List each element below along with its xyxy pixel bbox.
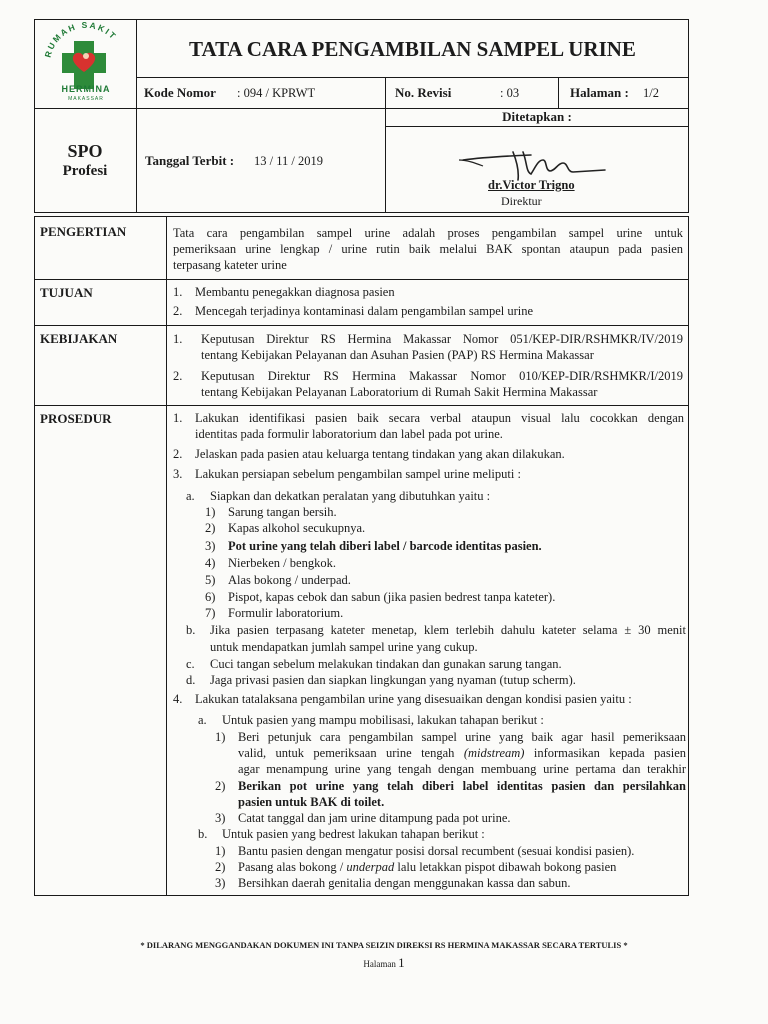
prosedur-step-1-num: 1. xyxy=(173,411,183,425)
prosedur-step-3b-line-1: Jika pasien terpasang kateter menetap, klem terlebih dahulu kateter selama ± 30 menit xyxy=(210,623,686,637)
prosedur-step-1-line-2: identitas pada formulir laboratorium dan label pada pot urine. xyxy=(195,427,503,441)
prosedur-step-4b-num: b. xyxy=(198,827,208,841)
tool-4-num: 4) xyxy=(205,556,216,570)
prosedur-step-4a1-line-1: Beri petunjuk cara pengambilan sampel urine yang baik agar hasil pemeriksaan xyxy=(238,730,686,744)
kebijakan-item-2-num: 2. xyxy=(173,369,183,383)
tool-5: Alas bokong / underpad. xyxy=(228,573,351,587)
prosedur-label: PROSEDUR xyxy=(40,411,112,426)
signer-name: dr.Victor Trigno xyxy=(488,178,575,192)
kebijakan-item-1-num: 1. xyxy=(173,332,183,346)
pengertian-line-3: terpasang kateter urine xyxy=(173,258,287,272)
tujuan-item-1-num: 1. xyxy=(173,285,183,299)
prosedur-step-4a3-num: 3) xyxy=(215,811,226,825)
prosedur-step-4a2-num: 2) xyxy=(215,779,226,793)
tanggal-terbit-value: 13 / 11 / 2019 xyxy=(254,154,323,168)
pengertian-label: PENGERTIAN xyxy=(40,224,127,239)
pengertian-line-1: Tata cara pengambilan sampel urine adalah proses pengambilan sampel urine untuk xyxy=(173,226,683,240)
prosedur-step-3a: Siapkan dan dekatkan peralatan yang dibutuhkan yaitu : xyxy=(210,489,491,503)
prosedur-step-4-num: 4. xyxy=(173,692,183,706)
prosedur-step-3c-num: c. xyxy=(186,657,195,671)
tool-2: Kapas alkohol secukupnya. xyxy=(228,521,366,535)
prosedur-step-2-num: 2. xyxy=(173,447,183,461)
tool-7-num: 7) xyxy=(205,606,216,620)
prosedur-step-2: Jelaskan pada pasien atau keluarga tentang tindakan yang akan dilakukan. xyxy=(195,447,565,461)
tool-3-num: 3) xyxy=(205,539,216,553)
signer-role: Direktur xyxy=(501,194,542,208)
tool-6: Pispot, kapas cebok dan sabun (jika pasien bedrest tanpa kateter). xyxy=(228,590,556,604)
prosedur-step-4a2-line-2: pasien untuk BAK di toilet. xyxy=(238,795,385,809)
tujuan-item-1: Membantu penegakkan diagnosa pasien xyxy=(195,285,395,299)
prosedur-step-4b2: Pasang alas bokong / underpad lalu letakkan pispot dibawah bokong pasien xyxy=(238,860,617,874)
prosedur-step-3d: Jaga privasi pasien dan siapkan lingkungan yang nyaman (tutup scherm). xyxy=(210,673,576,687)
prosedur-step-4b1: Bantu pasien dengan mengatur posisi dorsal recumbent (sesuai kondisi pasien). xyxy=(238,844,635,858)
ditetapkan-label: Ditetapkan : xyxy=(502,109,572,124)
prosedur-step-3b-line-2: untuk mendapatkan jumlah sampel urine yang cukup. xyxy=(210,640,478,654)
logo-sub: MAKASSAR xyxy=(68,96,104,102)
revisi-value: : 03 xyxy=(500,86,520,100)
prosedur-step-4a1-num: 1) xyxy=(215,730,226,744)
tool-4: Nierbeken / bengkok. xyxy=(228,556,336,570)
prosedur-step-3c: Cuci tangan sebelum melakukan tindakan dan gunakan sarung tangan. xyxy=(210,657,562,671)
prosedur-step-1-line-1: Lakukan identifikasi pasien baik secara verbal ataupun visual lalu cocokkan dengan xyxy=(195,411,684,425)
kebijakan-item-1-line-1: Keputusan Direktur RS Hermina Makassar Nomor 051/KEP-DIR/RSHMKR/IV/2019 xyxy=(201,332,683,346)
tool-2-num: 2) xyxy=(205,521,216,535)
prosedur-step-4b2-num: 2) xyxy=(215,860,226,874)
footer-notice: * DILARANG MENGGANDAKAN DOKUMEN INI TANPA SEIZIN DIREKSI RS HERMINA MAKASSAR SECARA TERTULIS * xyxy=(140,940,628,950)
tujuan-item-2-num: 2. xyxy=(173,304,183,318)
prosedur-step-4b3: Bersihkan daerah genitalia dengan menggunakan kassa dan sabun. xyxy=(238,876,571,890)
prosedur-step-4: Lakukan tatalaksana pengambilan urine yang disesuaikan dengan kondisi pasien yaitu : xyxy=(195,692,632,706)
revisi-label: No. Revisi xyxy=(395,85,452,100)
prosedur-step-4a2-line-1: Berikan pot urine yang telah diberi label identitas pasien dan persilahkan xyxy=(238,779,686,793)
prosedur-step-3: Lakukan persiapan sebelum pengambilan sampel urine meliputi : xyxy=(195,467,521,481)
prosedur-step-4a: Untuk pasien yang mampu mobilisasi, lakukan tahapan berikut : xyxy=(222,713,544,727)
prosedur-step-4b: Untuk pasien yang bedrest lakukan tahapan berikut : xyxy=(222,827,485,841)
prosedur-step-3-num: 3. xyxy=(173,467,183,481)
logo-arc-text: RUMAH SAKIT xyxy=(42,20,120,59)
spo-label: SPO xyxy=(67,141,103,161)
tanggal-terbit-label: Tanggal Terbit : xyxy=(145,153,235,168)
tool-5-num: 5) xyxy=(205,573,216,587)
kebijakan-item-1-line-2: tentang Kebijakan Pelayanan dan Asuhan Pasien (PAP) RS Hermina Makassar xyxy=(201,348,594,362)
tool-3: Pot urine yang telah diberi label / barcode identitas pasien. xyxy=(228,539,542,553)
tool-1: Sarung tangan bersih. xyxy=(228,505,337,519)
profesi-label: Profesi xyxy=(62,163,108,179)
kebijakan-label: KEBIJAKAN xyxy=(40,331,118,346)
halaman-value: 1/2 xyxy=(643,86,659,100)
prosedur-step-4a3: Catat tanggal dan jam urine ditampung pada pot urine. xyxy=(238,811,511,825)
prosedur-step-4a1-line-2: valid, untuk pemeriksaan urine tengah (midstream) informasikan kepada pasien xyxy=(238,746,686,760)
logo-name: HERMINA xyxy=(61,84,111,94)
prosedur-step-4a-num: a. xyxy=(198,713,207,727)
tool-6-num: 6) xyxy=(205,590,216,604)
tujuan-item-2: Mencegah terjadinya kontaminasi dalam pengambilan sampel urine xyxy=(195,304,534,318)
prosedur-step-4b3-num: 3) xyxy=(215,876,226,890)
footer-page-number: 1 xyxy=(398,955,405,970)
prosedur-step-3b-num: b. xyxy=(186,623,196,637)
footer-page xyxy=(0,955,768,971)
kode-nomor-label: Kode Nomor xyxy=(144,85,216,100)
tool-1-num: 1) xyxy=(205,505,216,519)
prosedur-step-4b1-num: 1) xyxy=(215,844,226,858)
halaman-label: Halaman : xyxy=(570,85,629,100)
document-title: TATA CARA PENGAMBILAN SAMPEL URINE xyxy=(189,37,636,61)
prosedur-step-3a-num: a. xyxy=(186,489,195,503)
kode-nomor-value: : 094 / KPRWT xyxy=(237,86,316,100)
pengertian-line-2: pemeriksaan urine lengkap / urine rutin baik melalui BAK spontan ataupun pada pasien xyxy=(173,242,683,256)
kebijakan-item-2-line-1: Keputusan Direktur RS Hermina Makassar Nomor 010/KEP-DIR/RSHMKR/I/2019 xyxy=(201,369,683,383)
prosedur-step-3d-num: d. xyxy=(186,673,196,687)
prosedur-step-4a1-line-3: agar menampung urine yang tengah dengan membuang urine pertama dan terakhir xyxy=(238,762,686,776)
kebijakan-item-2-line-2: tentang Kebijakan Pelayanan Laboratorium di Rumah Sakit Hermina Makassar xyxy=(201,385,598,399)
tool-7: Formulir laboratorium. xyxy=(228,606,344,620)
footer-page-label: Halaman xyxy=(363,959,396,969)
tujuan-label: TUJUAN xyxy=(40,285,93,300)
